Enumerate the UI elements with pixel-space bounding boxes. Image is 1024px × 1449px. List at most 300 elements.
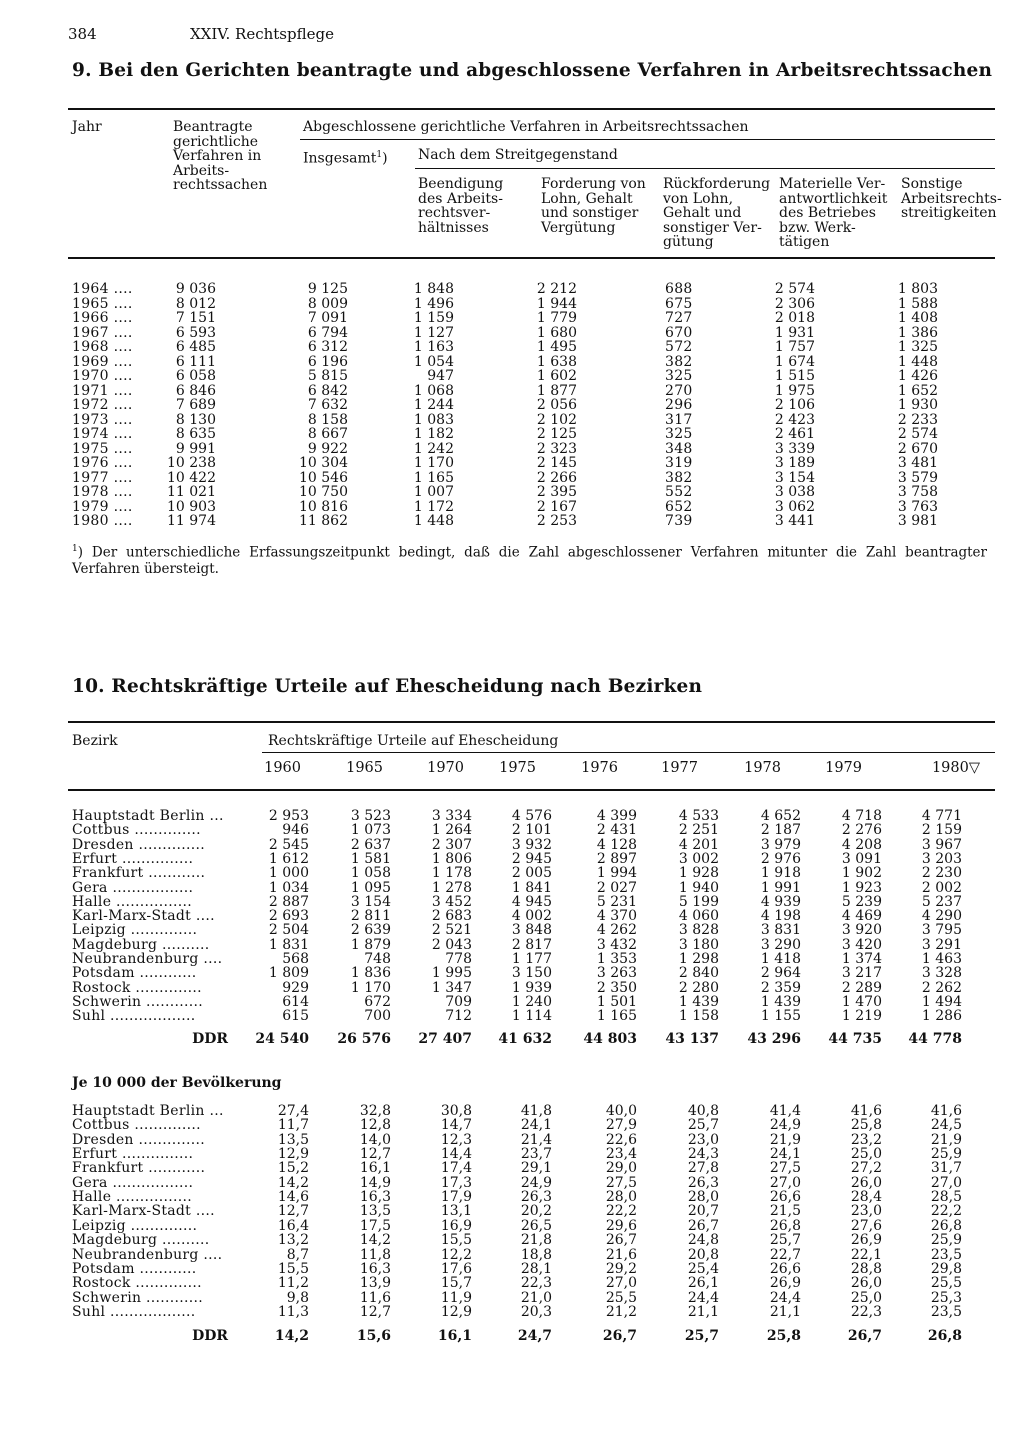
table9-cell: 3 758 — [897, 484, 938, 500]
table9-cell: 1 448 — [897, 353, 938, 370]
table10-per-cell: 17,6 — [440, 1260, 472, 1277]
table9-cell: 2 233 — [897, 411, 938, 428]
table10-per-cell: 24,3 — [687, 1146, 719, 1163]
table9-col-wage-recovery: Rückforderung von Lohn, Gehalt und sonstiger Ver-gütung — [663, 176, 771, 250]
table9-cell: 2 106 — [774, 397, 815, 413]
table9-cell: 1 172 — [413, 498, 454, 515]
table10-per-cell: 25,7 — [687, 1117, 719, 1134]
table10-abs-cell: 1 991 — [760, 879, 801, 896]
table10-abs-cell: 2 230 — [921, 865, 962, 882]
table9-cell: 6 111 — [175, 353, 216, 370]
table10-abs-cell: 5 199 — [678, 893, 719, 910]
table9-cell: 6 058 — [175, 368, 216, 384]
table10-per-cell: 26,9 — [769, 1275, 801, 1292]
table10-per-row — [0, 1190, 1024, 1205]
table10-year-header: 1975 — [499, 760, 536, 776]
table10-per-cell: 21,9 — [769, 1131, 801, 1148]
table9-cell: 2 574 — [897, 426, 938, 442]
table9-row — [0, 398, 1024, 413]
table10-abs-cell: 3 828 — [678, 922, 719, 939]
table9-cell: 2 102 — [536, 411, 577, 428]
table10-per-cell: 28,5 — [930, 1189, 962, 1206]
table10-abs-label: Neubrandenburg .... — [72, 951, 223, 967]
table9-cell: 1 803 — [897, 281, 938, 297]
table10-per-cell: 12,7 — [277, 1203, 309, 1220]
table10-abs-cell: 3 328 — [921, 965, 962, 982]
table10-abs-cell: 2 027 — [596, 879, 637, 896]
table9-cell: 7 151 — [175, 310, 216, 326]
table10-per-cell: 27,2 — [850, 1160, 882, 1177]
table10-per-cell: 18,8 — [520, 1246, 552, 1263]
table10-per-cell: 26,8 — [769, 1217, 801, 1234]
table9-cell: 11 021 — [167, 484, 216, 500]
table10-abs-cell: 3 795 — [921, 922, 962, 939]
table10-per-cell: 12,2 — [440, 1246, 472, 1263]
table10-per-cell: 12,7 — [359, 1303, 391, 1320]
table9-col-total: Insgesamt$^1$) — [303, 150, 388, 167]
table10-abs-cell: 1 470 — [841, 993, 882, 1010]
table10-per-total-cell: 26,7 — [602, 1328, 637, 1344]
table10-abs-cell: 2 953 — [268, 808, 309, 824]
table9-cell: 3 189 — [774, 455, 815, 471]
table10-abs-cell: 1 494 — [921, 993, 962, 1010]
table9-cell: 2 395 — [536, 484, 577, 500]
table10-per-cell: 41,8 — [520, 1103, 552, 1119]
table10-per-cell: 27,9 — [605, 1117, 637, 1134]
table9-row — [0, 413, 1024, 428]
table9-cell: 3 481 — [897, 455, 938, 471]
table9-cell: 1 931 — [774, 324, 815, 341]
table9-cell: 1 448 — [413, 513, 454, 529]
table9-cell: 2 125 — [536, 426, 577, 442]
table10-per-label: Dresden .............. — [72, 1131, 206, 1148]
table10-abs-total-cell: 44 803 — [583, 1031, 637, 1047]
table10-per-cell: 12,3 — [440, 1131, 472, 1148]
table10-abs-cell: 3 432 — [596, 936, 637, 953]
table10-abs-cell: 3 263 — [596, 965, 637, 982]
table10-per-cell: 23,5 — [930, 1246, 962, 1263]
table10-per-cell: 11,7 — [277, 1117, 309, 1134]
table9-col-other: Sonstige Arbeitsrechts-streitigkeiten — [901, 176, 1002, 221]
table10-per-cell: 26,0 — [850, 1275, 882, 1292]
table10-per-cell: 23,5 — [930, 1303, 962, 1320]
table10-abs-cell: 1 939 — [511, 979, 552, 996]
table10-header-rule — [68, 789, 995, 791]
table10-per-cell: 15,7 — [440, 1275, 472, 1292]
table9-cell: 727 — [665, 310, 693, 326]
table10-per-cell: 14,2 — [359, 1232, 391, 1249]
table9-cell: 1 496 — [413, 295, 454, 312]
table9-cell: 1 325 — [897, 339, 938, 355]
table9-cell: 1 674 — [774, 353, 815, 370]
table10-abs-row — [0, 923, 1024, 938]
table10-per-cell: 17,3 — [440, 1174, 472, 1191]
table10-per-cell: 14,6 — [277, 1189, 309, 1206]
table9-row — [0, 427, 1024, 442]
table10-per-cell: 25,4 — [687, 1260, 719, 1277]
table10-year-header: 1976 — [581, 760, 618, 776]
table10-abs-label: Gera ................. — [72, 879, 194, 896]
table10-per-row — [0, 1161, 1024, 1176]
table9-cell: 2 574 — [774, 281, 815, 297]
table10-per-row — [0, 1305, 1024, 1320]
table10-per-label: Halle ................ — [72, 1189, 193, 1206]
table9-label: 1967 .... — [72, 324, 133, 341]
table10-per-cell: 17,4 — [440, 1160, 472, 1177]
table10-per-cell: 28,8 — [850, 1260, 882, 1277]
table10-abs-cell: 1 439 — [678, 993, 719, 1010]
table9-label: 1970 .... — [72, 368, 133, 384]
table10-abs-cell: 5 231 — [596, 893, 637, 910]
table10-per-total-row — [0, 1329, 1024, 1344]
table10-per-cell: 24,9 — [520, 1174, 552, 1191]
table10-per-total-cell: 16,1 — [437, 1328, 472, 1344]
table10-abs-cell: 2 005 — [511, 865, 552, 882]
table9-cell: 10 238 — [167, 455, 216, 471]
table10-abs-cell: 1 347 — [431, 979, 472, 996]
table10-per-cell: 16,3 — [359, 1260, 391, 1277]
table9-col-liability: Materielle Ver-antwortlichkeit des Betriebes bzw. Werk-tätigen — [779, 176, 888, 250]
table9-cell: 348 — [665, 440, 693, 457]
table10-per-cell: 13,2 — [277, 1232, 309, 1249]
table10-per-cell: 41,4 — [769, 1103, 801, 1119]
table10-abs-cell: 4 370 — [596, 908, 637, 925]
table9-cell: 1 408 — [897, 310, 938, 326]
table9-row — [0, 311, 1024, 326]
table10-per-row — [0, 1147, 1024, 1162]
table9-label: 1977 .... — [72, 469, 133, 486]
table10-abs-row — [0, 981, 1024, 996]
table10-per-cell: 24,4 — [769, 1289, 801, 1306]
table9-cell: 10 422 — [167, 469, 216, 486]
table9-cell: 1 975 — [774, 382, 815, 399]
table10-per-cell: 14,2 — [277, 1174, 309, 1191]
table9-cell: 9 036 — [175, 281, 216, 297]
table10-abs-total-cell: 43 137 — [665, 1031, 719, 1047]
table9-row — [0, 514, 1024, 529]
table10-per-10000-heading: Je 10 000 der Bevölkerung — [72, 1075, 282, 1091]
table10-per-cell: 25,5 — [930, 1275, 962, 1292]
table10-top-rule — [68, 721, 995, 723]
table10-abs-cell: 1 928 — [678, 865, 719, 882]
table10-abs-cell: 4 201 — [678, 836, 719, 853]
table10-abs-cell: 2 897 — [596, 850, 637, 867]
table10-per-cell: 23,2 — [850, 1131, 882, 1148]
table10-abs-total-label: DDR — [192, 1031, 228, 1047]
table9-cell: 9 922 — [307, 440, 348, 457]
table10-abs-cell: 3 091 — [841, 850, 882, 867]
table10-abs-cell: 4 469 — [841, 908, 882, 925]
table10-per-cell: 27,4 — [277, 1103, 309, 1119]
table10-per-cell: 25,3 — [930, 1289, 962, 1306]
table9-cell: 10 903 — [167, 498, 216, 515]
table10-per-cell: 21,5 — [769, 1203, 801, 1220]
table10-per-cell: 13,9 — [359, 1275, 391, 1292]
table9-cell: 688 — [665, 281, 693, 297]
table9-cell: 296 — [665, 397, 693, 413]
table10-abs-cell: 3 967 — [921, 836, 962, 853]
table10-abs-cell: 4 771 — [921, 808, 962, 824]
table10-per-label: Rostock .............. — [72, 1275, 202, 1292]
table10-per-cell: 26,3 — [520, 1189, 552, 1206]
table10-abs-cell: 3 290 — [760, 936, 801, 953]
table10-per-label: Leipzig .............. — [72, 1217, 198, 1234]
table9-cell: 382 — [665, 353, 693, 370]
table10-per-cell: 40,8 — [687, 1103, 719, 1119]
table10-per-cell: 27,0 — [605, 1275, 637, 1292]
table9-cell: 3 154 — [774, 469, 815, 486]
table10-per-cell: 22,3 — [520, 1275, 552, 1292]
table9-cell: 8 667 — [307, 426, 348, 442]
table10-per-cell: 14,0 — [359, 1131, 391, 1148]
table9-col-requested: Beantragte gerichtliche Verfahren in Arbeits-rechtssachen — [173, 119, 268, 193]
table10-abs-cell: 4 290 — [921, 908, 962, 925]
table10-abs-cell: 1 286 — [921, 1008, 962, 1025]
table9-cell: 1 170 — [413, 455, 454, 471]
table9-cell: 552 — [665, 484, 693, 500]
table10-abs-cell: 3 334 — [431, 808, 472, 824]
table9-cell: 1 426 — [897, 368, 938, 384]
table10-abs-cell: 4 208 — [841, 836, 882, 853]
table10-per-cell: 25,7 — [769, 1232, 801, 1249]
table10-per-cell: 12,7 — [359, 1146, 391, 1163]
table10-abs-label: Frankfurt ............ — [72, 865, 206, 882]
table9-row — [0, 326, 1024, 341]
table10-per-cell: 15,5 — [440, 1232, 472, 1249]
table10-abs-cell: 1 000 — [268, 865, 309, 882]
table9-row — [0, 282, 1024, 297]
table10-abs-cell: 2 504 — [268, 922, 309, 939]
table9-label: 1964 .... — [72, 281, 133, 297]
table9-cell: 2 167 — [536, 498, 577, 515]
table10-per-cell: 21,9 — [930, 1131, 962, 1148]
table10-per-cell: 40,0 — [605, 1103, 637, 1119]
table10-per-cell: 22,2 — [605, 1203, 637, 1220]
table10-abs-row — [0, 823, 1024, 838]
table10-abs-cell: 4 945 — [511, 893, 552, 910]
table9-cell: 1 182 — [413, 426, 454, 442]
table10-per-cell: 23,0 — [687, 1131, 719, 1148]
table10-per-cell: 27,5 — [605, 1174, 637, 1191]
table10-abs-row — [0, 938, 1024, 953]
table9-cell: 670 — [665, 324, 693, 341]
table10-abs-cell: 3 002 — [678, 850, 719, 867]
table10-abs-cell: 1 501 — [596, 993, 637, 1010]
table9-label: 1976 .... — [72, 455, 133, 471]
table10-per-cell: 26,0 — [850, 1174, 882, 1191]
table10-abs-label: Cottbus .............. — [72, 822, 201, 839]
table10-per-cell: 21,1 — [687, 1303, 719, 1320]
table9-row — [0, 456, 1024, 471]
table10-abs-cell: 614 — [282, 993, 309, 1010]
table10-per-cell: 29,0 — [605, 1160, 637, 1177]
table10-per-cell: 27,8 — [687, 1160, 719, 1177]
table9-row — [0, 369, 1024, 384]
table10-per-cell: 11,9 — [440, 1289, 472, 1306]
table9-label: 1975 .... — [72, 440, 133, 457]
table9-cell: 572 — [665, 339, 693, 355]
table10-abs-row — [0, 966, 1024, 981]
table10-per-row — [0, 1262, 1024, 1277]
table9-row — [0, 297, 1024, 312]
table9-cell: 1 588 — [897, 295, 938, 312]
table9-cell: 3 038 — [774, 484, 815, 500]
table10-per-cell: 24,8 — [687, 1232, 719, 1249]
table10-per-cell: 20,3 — [520, 1303, 552, 1320]
table10-abs-cell: 2 359 — [760, 979, 801, 996]
table9-row — [0, 442, 1024, 457]
table10-abs-cell: 2 811 — [350, 908, 391, 925]
table9-cell: 2 018 — [774, 310, 815, 326]
table9-cell: 3 339 — [774, 440, 815, 457]
table9-cell: 5 815 — [307, 368, 348, 384]
table10-abs-cell: 1 155 — [760, 1008, 801, 1025]
table9-cell: 6 485 — [175, 339, 216, 355]
table10-abs-cell: 3 848 — [511, 922, 552, 939]
table9-cell: 11 974 — [167, 513, 216, 529]
table10-abs-cell: 1 841 — [511, 879, 552, 896]
table9-label: 1974 .... — [72, 426, 133, 442]
table10-abs-cell: 1 940 — [678, 879, 719, 896]
table9-top-rule — [68, 108, 995, 110]
table10-per-row — [0, 1276, 1024, 1291]
table10-abs-label: Rostock .............. — [72, 979, 202, 996]
table10-abs-cell: 2 043 — [431, 936, 472, 953]
table10-per-cell: 26,8 — [930, 1217, 962, 1234]
table10-per-cell: 26,5 — [520, 1217, 552, 1234]
table9-label: 1969 .... — [72, 353, 133, 370]
table10-year-header: 1977 — [661, 760, 698, 776]
table10-abs-cell: 3 217 — [841, 965, 882, 982]
table10-per-cell: 21,8 — [520, 1232, 552, 1249]
table10-abs-cell: 1 831 — [268, 936, 309, 953]
table9-cell: 6 794 — [307, 324, 348, 341]
table10-per-cell: 24,1 — [769, 1146, 801, 1163]
table10-per-cell: 26,7 — [605, 1232, 637, 1249]
table10-abs-total-cell: 41 632 — [498, 1031, 552, 1047]
table10-per-cell: 13,1 — [440, 1203, 472, 1220]
table10-per-cell: 25,9 — [930, 1146, 962, 1163]
table10-abs-cell: 4 939 — [760, 893, 801, 910]
table10-abs-total-cell: 44 735 — [828, 1031, 882, 1047]
table10-per-cell: 11,3 — [277, 1303, 309, 1320]
table10-per-row — [0, 1133, 1024, 1148]
table9-subrule-1 — [300, 139, 995, 140]
table10-per-cell: 26,6 — [769, 1260, 801, 1277]
table10-abs-cell: 778 — [445, 951, 472, 967]
table9-cell: 3 062 — [774, 498, 815, 515]
table9-cell: 3 441 — [774, 513, 815, 529]
table10-abs-cell: 4 533 — [678, 808, 719, 824]
table10-per-row — [0, 1233, 1024, 1248]
table10-abs-label: Karl-Marx-Stadt .... — [72, 908, 215, 925]
table10-per-total-cell: 14,2 — [274, 1328, 309, 1344]
table10-per-row — [0, 1291, 1024, 1306]
table10-abs-cell: 1 178 — [431, 865, 472, 882]
table10-abs-cell: 2 276 — [841, 822, 882, 839]
table10-per-cell: 27,0 — [930, 1174, 962, 1191]
table9-cell: 2 306 — [774, 295, 815, 312]
table10-per-cell: 21,2 — [605, 1303, 637, 1320]
table10-abs-cell: 1 806 — [431, 850, 472, 867]
table9-header-rule — [68, 257, 995, 259]
table10-abs-cell: 2 280 — [678, 979, 719, 996]
table9-cell: 8 635 — [175, 426, 216, 442]
table10-abs-cell: 4 576 — [511, 808, 552, 824]
table10-per-label: Erfurt ............... — [72, 1146, 194, 1163]
table10-abs-cell: 3 180 — [678, 936, 719, 953]
table10-per-cell: 16,1 — [359, 1160, 391, 1177]
table9-cell: 319 — [665, 455, 693, 471]
table10-per-cell: 23,4 — [605, 1146, 637, 1163]
table9-cell: 10 304 — [299, 455, 348, 471]
table10-abs-cell: 1 836 — [350, 965, 391, 982]
table10-abs-cell: 4 262 — [596, 922, 637, 939]
table10-per-cell: 29,1 — [520, 1160, 552, 1177]
table10-per-row — [0, 1204, 1024, 1219]
table9-cell: 1 054 — [413, 353, 454, 370]
table10-per-cell: 20,2 — [520, 1203, 552, 1220]
table10-per-cell: 27,5 — [769, 1160, 801, 1177]
table10-abs-cell: 4 718 — [841, 808, 882, 824]
table10-abs-cell: 2 521 — [431, 922, 472, 939]
table10-abs-cell: 3 979 — [760, 836, 801, 853]
table10-abs-cell: 5 239 — [841, 893, 882, 910]
section-title: XXIV. Rechtspflege — [190, 25, 334, 43]
table10-abs-cell: 5 237 — [921, 893, 962, 910]
table10-abs-cell: 2 840 — [678, 965, 719, 982]
table9-cell: 1 495 — [536, 339, 577, 355]
table10-abs-cell: 1 581 — [350, 850, 391, 867]
page-number: 384 — [68, 25, 97, 43]
table10-abs-cell: 1 177 — [511, 951, 552, 967]
table10-abs-cell: 3 932 — [511, 836, 552, 853]
table9-cell: 1 163 — [413, 339, 454, 355]
table10-abs-cell: 3 420 — [841, 936, 882, 953]
table10-per-cell: 26,6 — [769, 1189, 801, 1206]
table10-abs-cell: 2 545 — [268, 836, 309, 853]
table10-per-cell: 15,5 — [277, 1260, 309, 1277]
table10-per-cell: 8,7 — [286, 1246, 309, 1263]
table10-per-cell: 26,9 — [850, 1232, 882, 1249]
table10-col-group: Rechtskräftige Urteile auf Ehescheidung — [268, 733, 559, 749]
table10-per-cell: 22,6 — [605, 1131, 637, 1148]
table9-row — [0, 471, 1024, 486]
table10-per-cell: 22,7 — [769, 1246, 801, 1263]
table9-cell: 1 068 — [413, 382, 454, 399]
table10-per-cell: 25,9 — [930, 1232, 962, 1249]
table9-cell: 2 056 — [536, 397, 577, 413]
table10-per-label: Suhl .................. — [72, 1303, 196, 1320]
table10-abs-cell: 2 159 — [921, 822, 962, 839]
table10-per-row — [0, 1219, 1024, 1234]
table9-cell: 1 757 — [774, 339, 815, 355]
table10-abs-cell: 3 203 — [921, 850, 962, 867]
table10-per-total-label: DDR — [192, 1328, 228, 1344]
table9-cell: 2 253 — [536, 513, 577, 529]
table10-abs-cell: 1 114 — [511, 1008, 552, 1025]
table10-per-label: Karl-Marx-Stadt .... — [72, 1203, 215, 1220]
table10-abs-cell: 700 — [364, 1008, 391, 1025]
table10-abs-label: Potsdam ............ — [72, 965, 197, 982]
table10-per-cell: 29,8 — [930, 1260, 962, 1277]
table10-abs-cell: 4 002 — [511, 908, 552, 925]
table9-cell: 739 — [665, 513, 693, 529]
table10-per-cell: 16,9 — [440, 1217, 472, 1234]
table9-cell: 1 638 — [536, 353, 577, 370]
table10-per-cell: 23,7 — [520, 1146, 552, 1163]
table9-cell: 1 515 — [774, 368, 815, 384]
